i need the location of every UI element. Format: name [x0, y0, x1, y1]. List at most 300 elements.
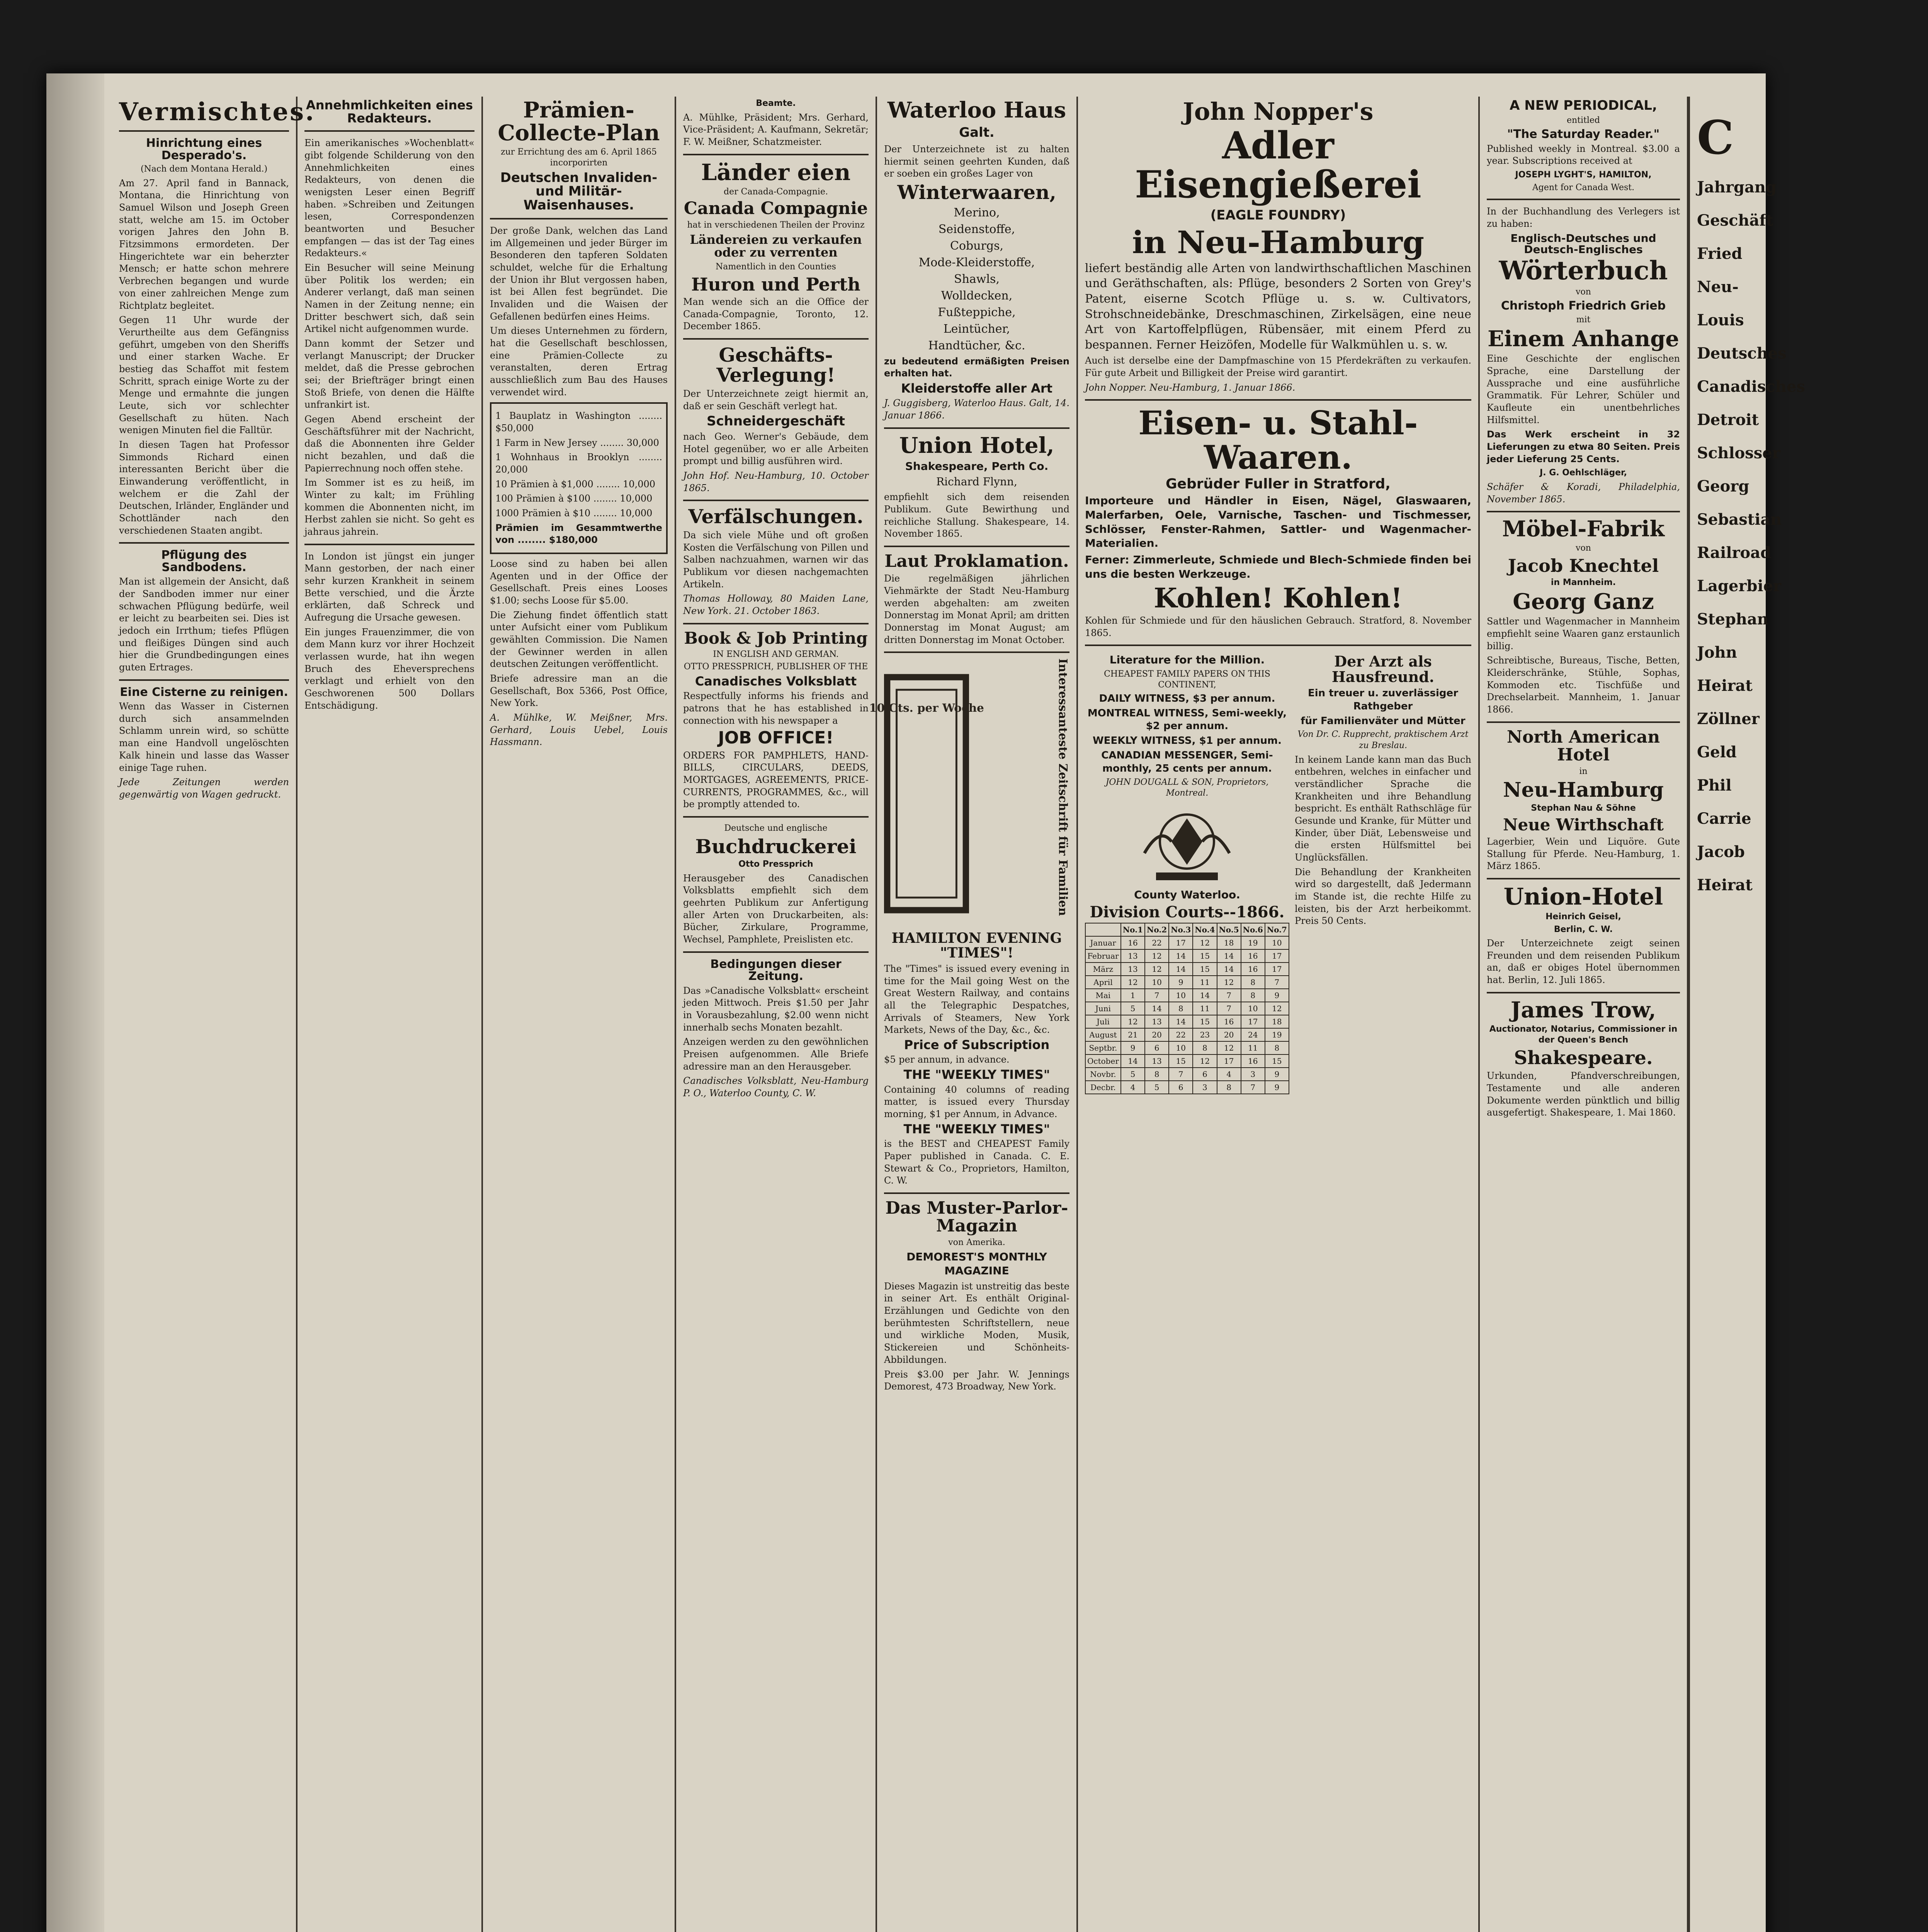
ad-subheading: Beamte.	[756, 99, 796, 108]
table-cell: 11	[1241, 1041, 1265, 1054]
article-paragraph: Ein Besucher will seine Meinung über Politik los werden; ein Anderer verlangt, daß man seinen Namen in der Zeitung nenne; ein Dritter beschwert sich, daß sein Artikel nicht aufgenommen wurde.	[304, 262, 474, 335]
ad-subheading: Ein treuer u. zuverlässiger Rathgeber	[1307, 687, 1458, 712]
ad-paragraph: Die Behandlung der Krankheiten wird so dargestellt, daß Jedermann im Stande ist, die rechte Hilfe zu leisten, bis der Arzt herbeikommt. Preis 50 Cents.	[1294, 866, 1471, 927]
ad-heading: Laut Proklamation.	[884, 551, 1069, 571]
article-paragraph: In diesen Tagen hat Professor Simmonds Richard einen interessanten Bericht über die Einwanderung veröffentlicht, in welchem er die Zahl der Deutschen, Irländer, Engländer und Schottländer nach den verschiedenen Staaten angibt.	[119, 439, 289, 536]
fragment-heading: Neu-	[1697, 278, 1739, 296]
table-cell: 8	[1145, 1068, 1169, 1081]
prize-item: 1 Wohnhaus in Brooklyn ........ 20,000	[495, 452, 662, 475]
fragment-heading: Jahrgang	[1697, 178, 1777, 196]
ad-paragraph: Importeure und Händler in Eisen, Nägel, Glaswaaren, Malerfarben, Oele, Varnische, Taschen- und Tischmesser, Schlösser, Fenster-Rahmen, Sattler- und Wagenmacher-Materialien.	[1085, 494, 1471, 550]
table-row	[1085, 1002, 1289, 1015]
table-row	[1085, 976, 1289, 989]
table-cell: 14	[1169, 1015, 1193, 1028]
prize-total: Prämien im Gesammtwerthe von ........ $180,000	[495, 522, 662, 546]
binding-spine	[46, 73, 104, 1932]
table-header-cell: No.7	[1265, 923, 1289, 936]
ad-paragraph: Die regelmäßigen jährlichen Viehmärkte der Stadt Neu-Hamburg werden abgehalten: am zweiten Donnerstag im Monat April; am dritten Donnerstag im Monat August; am dritten Donnerstag im Monat October.	[884, 573, 1069, 645]
table-cell: 14	[1121, 1054, 1145, 1068]
ad-subheading: Deutsche und englische	[724, 823, 828, 833]
column-3	[483, 97, 676, 1932]
fragment-heading: Heirat	[1697, 677, 1753, 695]
fragment-heading: Carrie	[1697, 810, 1751, 828]
divider	[119, 130, 289, 132]
table-cell: 3	[1241, 1068, 1265, 1081]
table-header-cell: No.3	[1169, 923, 1193, 936]
table-cell: 6	[1193, 1068, 1217, 1081]
table-cell: 14	[1217, 949, 1241, 963]
table-body	[1085, 936, 1289, 1094]
article-paragraph: Gegen 11 Uhr wurde der Verurtheilte aus dem Gefängniss geführt, umgeben von den Sheriffs und einer starken Wache. Er bestieg das Schaffot mit festem Schritt, sprach einige Worte zu der Menge und ermahnte die jungen Leute, sich vor schlechter Gesellschaft zu hüten. Nach wenigen Minuten fiel die Falltür.	[119, 315, 289, 436]
ad-subheading: CANADIAN MESSENGER, Semi-monthly, 25 cents per annum.	[1101, 749, 1273, 774]
divider	[1487, 199, 1680, 200]
goods-item: Coburgs,	[950, 239, 1004, 253]
divider	[304, 130, 474, 132]
ad-paragraph: ORDERS FOR PAMPHLETS, HAND-BILLS, CIRCULARS, DEEDS, MORTGAGES, AGREEMENTS, PRICE-CURRENTS, PROGRAMMES, &c., will be promptly attended to.	[683, 750, 869, 810]
ad-subheading: (EAGLE FOUNDRY)	[1210, 207, 1346, 223]
table-cell: 12	[1121, 976, 1145, 989]
ad-heading: Kohlen! Kohlen!	[1154, 582, 1403, 614]
table-cell: 13	[1145, 1015, 1169, 1028]
divider	[1085, 645, 1471, 646]
divider	[119, 679, 289, 681]
table-cell: 9	[1265, 1081, 1289, 1094]
ad-paragraph: Dieses Magazin ist unstreitig das beste in seiner Art. Es enthält Original-Erzählungen und Gedichte von den berühmtesten Schriftstellern, neue und wirkliche Moden, Musik, Stickereien und Schönheits-Abbildungen.	[884, 1281, 1069, 1365]
ad-paragraph: Anzeigen werden zu den gewöhnlichen Preisen aufgenommen. Alle Briefe adressire man an den Herausgeber.	[683, 1036, 869, 1072]
table-cell: 1	[1121, 989, 1145, 1002]
table-cell: 12	[1193, 936, 1217, 949]
table-cell: 9	[1265, 989, 1289, 1002]
ad-paragraph: Containing 40 columns of reading matter, is issued every Thursday morning, $1 per Annum, in Advance.	[884, 1084, 1069, 1120]
ad-paragraph: Das »Canadische Volksblatt« erscheint jeden Mittwoch. Preis $1.50 per Jahr in Vorausbezahlung, $2.00 wenn nicht innerhalb sechs Monaten bezahlt.	[683, 985, 869, 1033]
table-cell: 5	[1121, 1068, 1145, 1081]
magazine-ad-caption: Interessanteste Zeitschrift für Familien	[1056, 658, 1069, 916]
divider	[683, 338, 869, 340]
table-cell: 9	[1121, 1041, 1145, 1054]
table-cell: 14	[1193, 989, 1217, 1002]
fragment-heading: Schlosser	[1697, 444, 1780, 462]
ad-subheading: OTTO PRESSPRICH, PUBLISHER OF THE	[683, 662, 868, 672]
table-cell: 6	[1145, 1041, 1169, 1054]
ad-signature: J. Guggisberg, Waterloo Haus. Galt, 14. Januar 1866.	[884, 398, 1069, 421]
ad-paragraph: Loose sind zu haben bei allen Agenten und in der Office der Gesellschaft. Preis eines Looses $1.00; sechs Loose für $5.00.	[490, 558, 668, 606]
article-heading: Pflügung des Sandbodens.	[161, 548, 247, 574]
table-row	[1085, 1041, 1289, 1054]
prize-item: 100 Prämien à $100 ........ 10,000	[495, 493, 653, 504]
table-cell: 14	[1145, 1002, 1169, 1015]
section-title: Vermischtes.	[119, 97, 316, 126]
article-paragraph: Man ist allgemein der Ansicht, daß der Sandboden immer nur einer schwachen Pflügung bedürfe, weil er leicht zu bearbeiten sei. Dies ist jedoch ein Irrthum; tiefes Pflügen und fleißiges Düngen sind auch hier die Grundbedingungen eines guten Ertrages.	[119, 576, 289, 673]
ad-heading: Schneidergeschäft	[707, 413, 845, 429]
ad-subheading: Namentlich in den Counties	[716, 262, 836, 272]
table-cell: 22	[1169, 1028, 1193, 1041]
goods-item: Mode-Kleiderstoffe,	[918, 255, 1035, 269]
table-cell: Juli	[1085, 1015, 1121, 1028]
magazine-ad-image	[869, 658, 984, 929]
ad-paragraph: Urkunden, Pfandverschreibungen, Testamente und alle anderen Dokumente werden pünktlich und billig ausgefertigt. Shakespeare, 1. Mai 1860.	[1487, 1070, 1680, 1118]
table-cell: 8	[1193, 1041, 1217, 1054]
ad-heading: THE "WEEKLY TIMES"	[903, 1121, 1050, 1136]
ad-subheading: von Amerika.	[948, 1238, 1005, 1248]
fragment-heading: Geschäft	[1697, 211, 1773, 230]
ad-paragraph: Das Werk erscheint in 32 Lieferungen zu etwa 80 Seiten. Preis jeder Lieferung 25 Cents.	[1487, 429, 1680, 464]
article-heading: Eine Cisterne zu reinigen.	[120, 685, 288, 699]
ad-heading: Englisch-Deutsches und Deutsch-Englisches	[1510, 231, 1656, 256]
article-heading: Hinrichtung eines Desperado's.	[146, 136, 262, 162]
table-cell: 22	[1145, 936, 1169, 949]
ad-heading: Winterwaaren,	[897, 181, 1056, 204]
table-cell: 8	[1241, 976, 1265, 989]
divider	[119, 542, 289, 544]
table-cell: 9	[1169, 976, 1193, 989]
divider	[683, 623, 869, 624]
fragment-heading: Canadisches	[1697, 378, 1805, 396]
table-cell: 16	[1241, 1054, 1265, 1068]
table-cell: 14	[1217, 963, 1241, 976]
table-cell: 20	[1217, 1028, 1241, 1041]
article-paragraph: Dann kommt der Setzer und verlangt Manuscript; der Drucker meldet, daß die Presse gebrochen sei; der Briefträger bringt einen Stoß Briefe, von denen die Hälfte unfrankirt ist.	[304, 338, 474, 410]
ad-paragraph: Respectfully informs his friends and patrons that he has established in connection with his newspaper a	[683, 690, 869, 726]
ad-paragraph: In der Buchhandlung des Verlegers ist zu haben:	[1487, 206, 1680, 229]
divider	[1085, 399, 1471, 401]
table-cell: 7	[1145, 989, 1169, 1002]
table-cell: 15	[1193, 949, 1217, 963]
table-cell: 7	[1217, 1002, 1241, 1015]
goods-item: Fußteppiche,	[938, 305, 1016, 319]
table-cell: April	[1085, 976, 1121, 989]
fragment-heading: Railroad	[1697, 544, 1772, 562]
table-cell: 17	[1265, 949, 1289, 963]
ad-paragraph: Preis $3.00 per Jahr. W. Jennings Demorest, 473 Broadway, New York.	[884, 1369, 1069, 1392]
table-cell: Juni	[1085, 1002, 1121, 1015]
table-cell: 11	[1193, 1002, 1217, 1015]
table-row	[1085, 1068, 1289, 1081]
divider	[1487, 992, 1680, 993]
table-cell: 7	[1241, 1081, 1265, 1094]
ad-heading: in Neu-Hamburg	[1132, 224, 1425, 260]
fragment-heading: Jacob	[1697, 843, 1745, 861]
table-header-cell: No.1	[1121, 923, 1145, 936]
ad-subheading: Otto Pressprich	[738, 859, 813, 869]
article-paragraph: Im Sommer ist es zu heiß, im Winter zu kalt; im Frühling kommen die Abonnenten nicht, im Herbst zahlen sie nicht. So geht es jahraus jahrein.	[304, 477, 474, 537]
article-paragraph: Ein junges Frauenzimmer, die von dem Mann kurz vor ihrer Hochzeit verlassen wurde, hat ihn wegen Bruch des Eheversprechens verklagt und erhielt von den Geschworenen 500 Dollars Entschädigung.	[304, 626, 474, 711]
table-cell: 5	[1145, 1081, 1169, 1094]
column-4	[676, 97, 877, 1932]
divider	[304, 544, 474, 545]
ad-subheading: MONTREAL WITNESS, Semi-weekly, $2 per annum.	[1087, 707, 1287, 732]
column-8	[1480, 97, 1688, 1932]
table-cell: 8	[1241, 989, 1265, 1002]
ad-heading: North American Hotel	[1506, 727, 1660, 765]
ad-paragraph: Herausgeber des Canadischen Volksblatts empfiehlt sich dem geehrten Publikum zur Anfertigung aller Arten von Druckarbeiten, als: Bücher, Zirkulare, Programme, Wechsel, Pamphlete, Preislisten etc.	[683, 872, 869, 945]
table-cell: Septbr.	[1085, 1041, 1121, 1054]
article-paragraph: In London ist jüngst ein junger Mann gestorben, der nach einer sehr kurzen Krankheit in seinem Bette verschied, und die Ärzte erklärten, daß Schreck und Aufregung die Ursache gewesen.	[304, 551, 474, 623]
ad-subheading: von	[1576, 543, 1591, 553]
column-9-fragment	[1688, 97, 1805, 1932]
ad-paragraph: liefert beständig alle Arten von landwirthschaftlichen Maschinen und Geräthschaften, als: Pflüge, besonders 2 Sorten von Grey's Patent, eiserne Scotch Pflüge u. s. w. Cultivators, Strohschneidebänke, Dreschmaschinen, Zirkelsägen, eine neue Art von Kartoffelpflügen, Rübensäer, mit einem Pferd zu bespannen. Ferner Heizöfen, Modelle für Walkmühlen u. s. w.	[1085, 261, 1471, 352]
divider	[683, 500, 869, 501]
ad-paragraph: Eine Geschichte der englischen Sprache, eine Darstellung der Aussprache und eine ausführliche Grammatik. Für Lehrer, Schüler und Kaufleute ein unentbehrliches Hilfsmittel.	[1487, 353, 1680, 425]
table-cell: 15	[1193, 963, 1217, 976]
ad-signature: JOHN DOUGALL & SON, Proprietors, Montreal.	[1105, 777, 1269, 798]
doctor-book-ad	[1295, 651, 1471, 1094]
table-header-cell: No.5	[1217, 923, 1241, 936]
ad-paragraph: Ferner: Zimmerleute, Schmiede und Blech-Schmiede finden bei uns die besten Werkzeuge.	[1085, 553, 1471, 581]
table-row	[1085, 1028, 1289, 1041]
table-cell: 20	[1145, 1028, 1169, 1041]
divider	[1487, 511, 1680, 512]
ad-heading: Das Muster-Parlor-Magazin	[885, 1198, 1068, 1236]
divider	[884, 546, 1069, 547]
ad-heading: Christoph Friedrich Grieb	[1501, 299, 1666, 313]
fragment-heading: Geld	[1697, 743, 1737, 761]
table-cell: 12	[1145, 963, 1169, 976]
ad-heading: Geschäfts-Verlegung!	[716, 343, 835, 387]
ad-subheading: WEEKLY WITNESS, $1 per annum.	[1093, 735, 1282, 747]
ad-heading: Deutschen Invaliden- und Militär-Waisenhauses.	[500, 170, 658, 213]
ad-heading: John Nopper's	[1183, 97, 1374, 126]
table-cell: 15	[1265, 1054, 1289, 1068]
ad-signature: Schäfer & Koradi, Philadelphia, November 1865.	[1487, 481, 1680, 505]
ad-heading: James Trow,	[1510, 997, 1656, 1023]
ad-subheading: für Familienväter und Mütter	[1301, 715, 1466, 727]
ad-heading: Kleiderstoffe aller Art	[901, 381, 1052, 396]
ad-paragraph: Auch ist derselbe eine der Dampfmaschine von 15 Pferdekräften zu verkaufen. Für gute Arbeit und Billigkeit der Preise wird garantirt.	[1085, 355, 1471, 379]
table-cell: 8	[1169, 1002, 1193, 1015]
fragment-heading: Deutsches	[1697, 344, 1787, 362]
ad-heading: Einem Anhange	[1488, 326, 1679, 352]
table-row	[1085, 1054, 1289, 1068]
ad-paragraph: In keinem Lande kann man das Buch entbehren, welches in einfacher und verständlicher Sprache die Krankheiten und ihre Behandlung bespricht. Es enthält Rathschläge für Gesunde und Kranke, für Mütter und Kinder, über Diät, Lebensweise und die ersten Hülfsmittel bei Unglücksfällen.	[1294, 754, 1471, 863]
fragment-heading: Heirat	[1697, 876, 1753, 894]
ad-subheading: von	[1576, 287, 1591, 297]
table-cell: 21	[1121, 1028, 1145, 1041]
ad-subheading: hat in verschiedenen Theilen der Provinz	[687, 220, 865, 230]
ad-paragraph: Published weekly in Montreal. $3.00 a year. Subscriptions received at	[1487, 143, 1680, 167]
table-cell: Januar	[1085, 936, 1121, 949]
ad-subheading: Stephan Nau & Söhne	[1531, 803, 1636, 813]
table-cell: 9	[1265, 1068, 1289, 1081]
table-cell: 12	[1265, 1002, 1289, 1015]
divider	[1487, 878, 1680, 879]
table-cell: 16	[1241, 949, 1265, 963]
ad-paragraph: Briefe adressire man an die Gesellschaft, Box 5366, Post Office, New York.	[490, 673, 668, 709]
table-cell: Decbr.	[1085, 1081, 1121, 1094]
table-header-cell	[1085, 923, 1121, 936]
prize-item: 1000 Prämien à $10 ........ 10,000	[495, 507, 653, 519]
ad-paragraph: The "Times" is issued every evening in time for the Mail going West on the Great Western Railway, and contains all the Telegraphic Despatches, Arrivals of Steamers, New York Markets, News of the Day, &c., &c.	[884, 963, 1069, 1036]
fragment-heading: Detroit	[1697, 411, 1759, 429]
ad-subheading: Berlin, C. W.	[1554, 924, 1613, 934]
ad-heading: JOB OFFICE!	[718, 728, 834, 748]
ad-paragraph: Der Unterzeichnete ist zu halten hiermit seinen geehrten Kunden, daß er soeben ein großes Lager von	[884, 143, 1069, 179]
divider	[683, 816, 869, 818]
ad-subheading: entitled	[1566, 115, 1600, 125]
divider	[884, 651, 1069, 653]
ad-heading: Der Arzt als Hausfreund.	[1331, 653, 1435, 686]
table-header-row	[1085, 923, 1289, 936]
table-cell: 15	[1193, 1015, 1217, 1028]
table-cell: 23	[1193, 1028, 1217, 1041]
table-cell: 14	[1169, 963, 1193, 976]
table-cell: 17	[1169, 936, 1193, 949]
ad-paragraph: $5 per annum, in advance.	[884, 1054, 1010, 1065]
ad-paragraph: Lagerbier, Wein und Liquöre. Gute Stallung für Pferde. Neu-Hamburg, 1. März 1865.	[1487, 836, 1680, 872]
prize-item: 1 Bauplatz in Washington ........ $50,000	[495, 410, 662, 434]
prize-list	[490, 402, 668, 554]
ad-paragraph: Kohlen für Schmiede und für den häuslichen Gebrauch. Stratford, 8. November 1865.	[1085, 615, 1471, 638]
column-1	[112, 97, 316, 1932]
ad-heading: A NEW PERIODICAL,	[1510, 98, 1657, 113]
ad-paragraph: nach Geo. Werner's Gebäude, dem Hotel gegenüber, wo er alle Arbeiten prompt und billig ausführen wird.	[683, 431, 869, 467]
ad-paragraph: Die Ziehung findet öffentlich statt unter Aufsicht einer vom Publikum gewählten Commission. Die Namen der Gewinner werden in allen deutschen Zeitungen veröffentlicht.	[490, 609, 668, 670]
ad-paragraph: Der Unterzeichnete zeigt seinen Freunden und dem reisenden Publikum an, daß er obiges Hotel übernommen hat. Berlin, 12. Juli 1865.	[1487, 938, 1680, 986]
table-cell: October	[1085, 1054, 1121, 1068]
ad-heading: Price of Subscription	[904, 1037, 1050, 1052]
ad-paragraph: Der Unterzeichnete zeigt hiermit an, daß er sein Geschäft verlegt hat.	[683, 388, 869, 412]
ad-price-label: 10 Cts. per Woche	[869, 701, 984, 715]
table-cell: 5	[1121, 1002, 1145, 1015]
ad-heading: Prämien-Collecte-Plan	[498, 97, 660, 146]
ad-heading: Länder eien	[701, 159, 851, 185]
ad-heading: Shakespeare.	[1514, 1047, 1653, 1069]
ad-subheading: Agent for Canada West.	[1532, 182, 1635, 192]
table-cell: 12	[1217, 976, 1241, 989]
table-cell: Novbr.	[1085, 1068, 1121, 1081]
ad-heading: "The Saturday Reader."	[1507, 128, 1660, 141]
goods-item: Seidenstoffe,	[938, 222, 1015, 236]
ad-heading: Buchdruckerei	[695, 835, 857, 858]
ad-subheading: in	[1579, 767, 1588, 777]
ad-heading: Jacob Knechtel	[1508, 555, 1659, 576]
divider	[683, 154, 869, 155]
ad-heading: Möbel-Fabrik	[1502, 516, 1665, 542]
table-cell: 17	[1265, 963, 1289, 976]
table-header-cell: No.4	[1193, 923, 1217, 936]
ad-heading: Eisen- u. Stahl-Waaren.	[1138, 404, 1418, 476]
fragment-heading: C	[1697, 111, 1734, 165]
article-heading: Annehmlichkeiten eines Redakteurs.	[306, 98, 473, 126]
article-paragraph: Am 27. April fand in Bannack, Montana, die Hinrichtung von Samuel Wilson und Joseph Green statt, welche am 15. im October vorigen Jahres den John B. Fitzsimmons ermordeten. Der Hingerichtete war ein beherzter Mensch; er hatte schon mehrere Verbrechen begangen und wurde von einer zahlreichen Menge zum Richtplatz begleitet.	[119, 177, 289, 311]
ad-subheading: IN ENGLISH AND GERMAN.	[713, 649, 839, 659]
table-cell: 12	[1145, 949, 1169, 963]
table-cell: 13	[1145, 1054, 1169, 1068]
table-cell: 15	[1169, 1054, 1193, 1068]
table-cell: 6	[1169, 1081, 1193, 1094]
goods-item: Merino,	[954, 206, 1000, 219]
ad-heading: Book & Job Printing	[684, 628, 868, 648]
ad-heading: THE "WEEKLY TIMES"	[903, 1067, 1050, 1082]
ad-heading: Neue Wirthschaft	[1503, 815, 1664, 834]
table-cell: 11	[1193, 976, 1217, 989]
ad-subheading: Von Dr. C. Rupprecht, praktischem Arzt zu Breslau.	[1297, 730, 1469, 750]
goods-item: Leintücher,	[943, 322, 1010, 336]
ad-subheading: in Mannheim.	[1551, 577, 1616, 587]
ad-signature: A. Mühlke, W. Meißner, Mrs. Gerhard, Louis Uebel, Louis Hassmann.	[490, 712, 668, 748]
divider	[1487, 721, 1680, 723]
ad-subheading: CHEAPEST FAMILY PAPERS ON THIS CONTINENT,	[1104, 669, 1270, 690]
table-cell: 4	[1217, 1068, 1241, 1081]
table-cell: 19	[1265, 1028, 1289, 1041]
table-cell: 10	[1265, 936, 1289, 949]
newspaper-page	[46, 73, 1805, 1932]
ad-heading: Huron und Perth	[691, 274, 860, 295]
prize-item: 1 Farm in New Jersey ........ 30,000	[495, 437, 659, 448]
table-cell: August	[1085, 1028, 1121, 1041]
table-cell: März	[1085, 963, 1121, 976]
ad-subheading: Galt.	[959, 124, 995, 140]
table-cell: 8	[1265, 1041, 1289, 1054]
ad-subheading: Shakespeare, Perth Co.	[905, 459, 1049, 473]
fragment-list	[1697, 111, 1805, 894]
fragment-heading: Sebastian	[1697, 510, 1782, 529]
ad-heading: Wörterbuch	[1499, 255, 1668, 286]
column-6	[1078, 97, 1480, 1932]
ad-signature: Thomas Holloway, 80 Maiden Lane, New York. 21. October 1863.	[683, 593, 869, 616]
ad-subheading: J. G. Oehlschläger,	[1540, 468, 1627, 478]
table-row	[1085, 949, 1289, 963]
table-row	[1085, 1015, 1289, 1028]
fragment-heading: Georg	[1697, 477, 1749, 495]
fragment-heading: Fried	[1697, 245, 1743, 263]
table-row	[1085, 989, 1289, 1002]
ad-heading: Adler Eisengießerei	[1135, 124, 1421, 206]
table-cell: 4	[1121, 1081, 1145, 1094]
ad-heading: Waterloo Haus	[887, 97, 1066, 123]
table-cell: 17	[1241, 1015, 1265, 1028]
fragment-heading: John	[1697, 643, 1737, 662]
table-cell: 24	[1241, 1028, 1265, 1041]
table-cell: 10	[1241, 1002, 1265, 1015]
article-paragraph: Ein amerikanisches »Wochenblatt« gibt folgende Schilderung von den Annehmlichkeiten eines Redakteurs, von denen die wenigsten Leser einen Begriff haben. »Schreiben und Zeitungen lesen, Correspondenzen beantworten und Besucher empfangen — das ist der Tag eines Redakteurs.«	[304, 138, 474, 259]
table-cell: Februar	[1085, 949, 1121, 963]
ad-paragraph: Man wende sich an die Office der Canada-Compagnie, Toronto, 12. December 1865.	[683, 296, 869, 332]
divider	[884, 1192, 1069, 1194]
ad-paragraph: Sattler und Wagenmacher in Mannheim empfiehlt seine Waaren ganz erstaunlich billig.	[1487, 616, 1680, 651]
ad-heading: Georg Ganz	[1513, 589, 1654, 615]
ad-subheading: der Canada-Compagnie.	[724, 187, 828, 197]
ad-heading: Division Courts--1866.	[1090, 903, 1285, 922]
table-cell: 10	[1145, 976, 1169, 989]
fragment-heading: Zöllner	[1697, 710, 1760, 728]
division-courts-table	[1085, 923, 1289, 1094]
table-cell: 12	[1193, 1054, 1217, 1068]
fragment-heading: Stephan	[1697, 610, 1768, 628]
fragment-heading: Louis	[1697, 311, 1744, 329]
goods-item: Wolldecken,	[941, 289, 1013, 303]
divider	[683, 951, 869, 953]
table-cell: 7	[1265, 976, 1289, 989]
ad-paragraph: Um dieses Unternehmen zu fördern, hat die Gesellschaft beschlossen, eine Prämien-Collecte zu veranstalten, deren Ertrag ausschließlich zum Bau des Hauses verwendet wird.	[490, 325, 668, 398]
column-5	[869, 97, 1078, 1932]
crest-caption: County Waterloo.	[1134, 888, 1240, 901]
article-paragraph: Wenn das Wasser in Cisternen durch sich ansammelnden Schlamm unrein wird, so schütte man eine Handvoll ungelöschten Kalk hinein und lasse das Wasser einige Tage ruhen.	[119, 701, 289, 773]
ad-paragraph: empfiehlt sich dem reisenden Publikum. Gute Bewirthung und reichliche Stallung. Shakespeare, 14. November 1865.	[884, 492, 1069, 539]
table-cell: 19	[1241, 936, 1265, 949]
ad-signature: Canadisches Volksblatt, Neu-Hamburg P. O., Waterloo County, C. W.	[683, 1075, 869, 1099]
fragment-heading: Lagerbier	[1697, 577, 1782, 595]
table-cell: 18	[1265, 1015, 1289, 1028]
ad-subheading: Auctionator, Notarius, Commissioner in der Queen's Bench	[1489, 1024, 1678, 1045]
ad-heading: Bedingungen dieser Zeitung.	[710, 957, 842, 983]
table-row	[1085, 1081, 1289, 1094]
table-cell: 10	[1169, 989, 1193, 1002]
table-cell: 16	[1121, 936, 1145, 949]
table-cell: 16	[1241, 963, 1265, 976]
article-footnote: Jede Zeitungen werden gegenwärtig von Wagen gedruckt.	[119, 777, 289, 800]
table-cell: 3	[1193, 1081, 1217, 1094]
ad-heading: Neu-Hamburg	[1503, 778, 1664, 802]
